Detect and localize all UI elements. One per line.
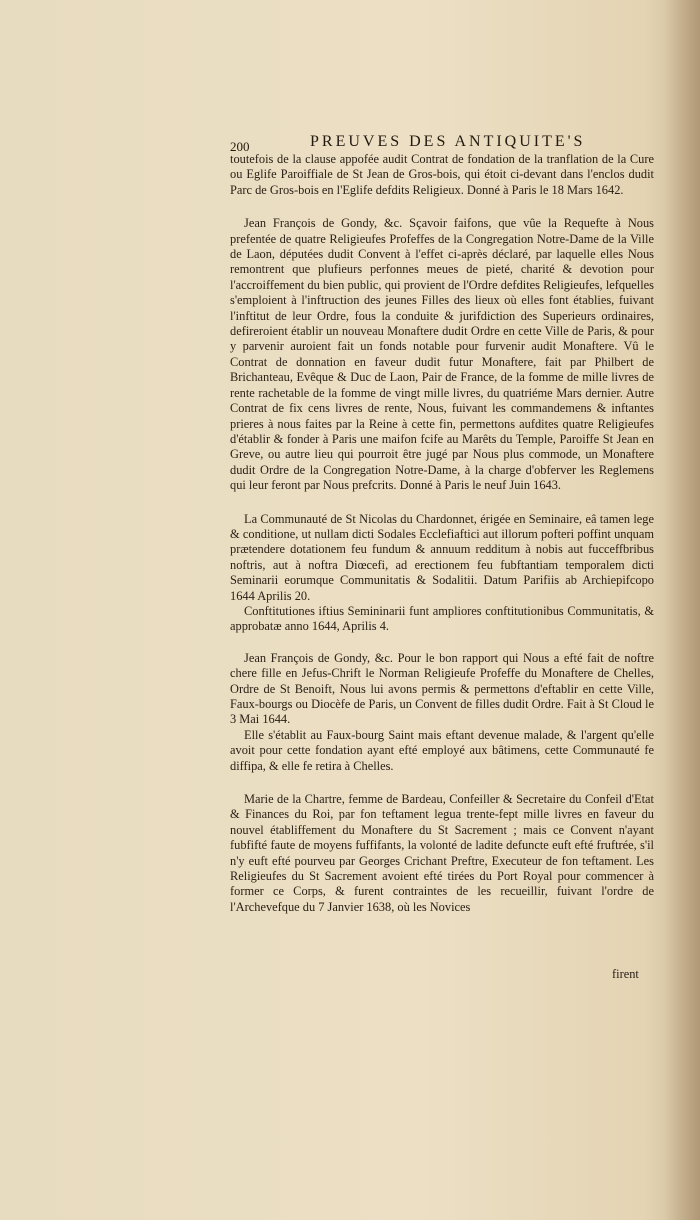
running-title: PREUVES DES ANTIQUITE'S (310, 133, 586, 150)
body-text (230, 152, 654, 915)
paragraph-5: Jean François de Gondy, &c. Pour le bon rapport qui Nous a efté fait de noftre chere fille en Jefus-Chrift le Norman Religieufe Profeffe du Monaftere de Chelles, Ordre de St Benoift, Nous lui avons permis & permettons d'eftablir en cette Ville, Faux-bourgs ou Diocèfe de Paris, un Convent de filles dudit Ordre. Fait à St Cloud le 3 Mai 1644. (230, 650, 654, 727)
paragraph-4: Conftitutiones iftius Semininarii funt ampliores conftitutionibus Communitatis, & approbatæ anno 1644, Aprilis 4. (230, 603, 654, 634)
paragraph-2: Jean François de Gondy, &c. Sçavoir faifons, que vûe la Requefte à Nous prefentée de quatre Religieufes Profeffes de la Congregation Notre-Dame de la Ville de Laon, députées dudit Convent à l'effet ci-après déclaré, par laquelle elles Nous remontrent que plufieurs perfonnes meues de pieté, charité & devotion pour l'accroiffement du bien public, qui provient de l'Ordre defdites Religieufes, lefquelles s'emploient à l'inftruction des jeunes Filles des lieux où elles font établies, fuivant l'inftitut de leur Ordre, fous la conduite & jurifdiction des Superieurs ordinaires, defireroient établir un nouveau Monaftere dudit Ordre en cette Ville de Paris, & pour y parvenir auroient fait un fonds notable pour furvenir audit Monaftere. Vû le Contrat de donnation en faveur dudit futur Monaftere, fait par Philbert de Brichanteau, Evêque & Duc de Laon, Pair de France, de la fomme de mille livres de rente rachetable de la fomme de vingt mille livres, du quatriéme Mars dernier. Autre Contrat de fix cens livres de rente, Nous, fuivant les commandemens & inftantes prieres à nous faites par la Reine à cette fin, permettons aufdites quatre Religieufes d'établir & fonder à Paris une maifon fcife au Marêts du Temple, Paroiffe St Jean en Greve, ou autre lieu qui pourroit être jugé par Nous plus commode, un Monaftere dudit Ordre de la Congregation Notre-Dame, à la charge d'obferver les Reglemens qui leur feront par Nous prefcrits. Donné à Paris le neuf Juin 1643. (230, 216, 654, 493)
paragraph-3: La Communauté de St Nicolas du Chardonnet, érigée en Seminaire, eâ tamen lege & conditione, ut nullam dicti Sodales Ecclefiaftici aut illorum pofteri poffint unquam prætendere dotationem feu fundum & annuum redditum à nobis aut fucceffbribus noftris, aut à noftra Diœcefi, ad erectionem feu fubftantiam temporalem dicti Seminarii eorumque Communitatis & Sodalitii. Datum Parifiis ab Archiepifcopo 1644 Aprilis 20. (230, 511, 654, 603)
paragraph-7: Marie de la Chartre, femme de Bardeau, Confeiller & Secretaire du Confeil d'Etat & Finances du Roi, par fon teftament legua trente-fept mille livres en faveur du nouvel établiffement du Monaftere du St Sacrement ; mais ce Convent n'ayant fubfifté faute de moyens fuffifants, la volonté de ladite defuncte euft efté fruftrée, s'il n'y euft efté pourveu par Georges Crichant Preftre, Executeur de fon teftament. Les Religieufes du St Sacrement avoient efté tirées du Port Royal pour commencer à former ce Corps, & furent contraintes de les recueillir, fuivant l'ordre de l'Archevefque du 7 Janvier 1638, où les Novices (230, 792, 654, 914)
paragraph-6: Elle s'établit au Faux-bourg Saint mais eftant devenue malade, & l'argent qu'elle avoit pour cette fondation ayant efté employé aux bâtimens, cette Communauté fe diffipa, & elle fe retira à Chelles. (230, 727, 654, 773)
page-number: 200 (230, 139, 250, 154)
paragraph-1: toutefois de la clause appofée audit Contrat de fondation de la tranflation de la Cure ou Eglife Paroiffiale de St Jean de Gros-bois, qui étoit ci-devant dans l'enclos dudit Parc de Gros-bois en l'Eglife defdits Religieux. Donné à Paris le 18 Mars 1642. (230, 152, 654, 197)
spine-shadow (664, 0, 700, 1220)
catchword: firent (612, 967, 639, 981)
